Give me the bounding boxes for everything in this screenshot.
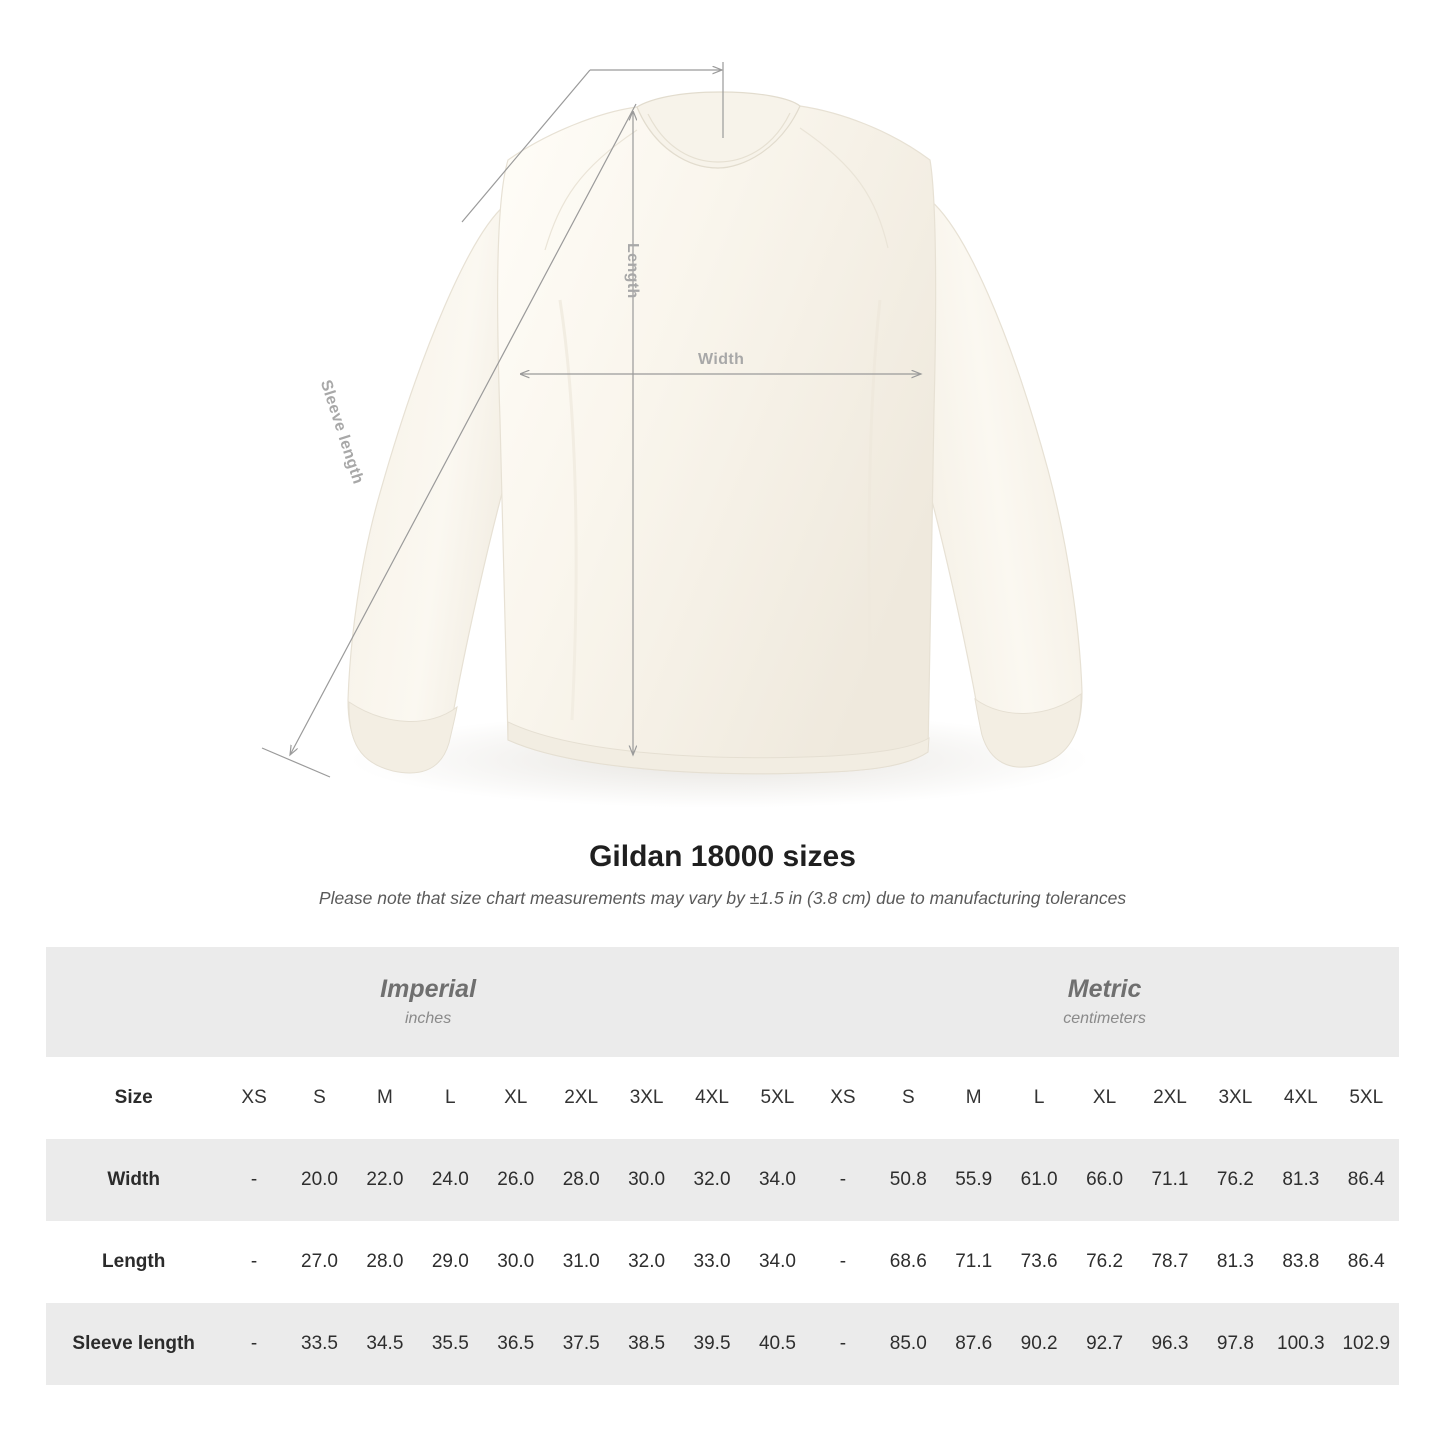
sleeve-imperial-2xl: 37.5 xyxy=(548,1303,613,1385)
header-metric-5xl: 5XL xyxy=(1334,1057,1399,1139)
metric-unit-header xyxy=(810,947,1399,1057)
length-imperial-4xl: 33.0 xyxy=(679,1221,744,1303)
header-imperial-5xl: 5XL xyxy=(745,1057,810,1139)
width-imperial-s: 20.0 xyxy=(287,1139,352,1221)
sleeve-metric-4xl: 100.3 xyxy=(1268,1303,1333,1385)
header-metric-4xl: 4XL xyxy=(1268,1057,1333,1139)
size-row-label: Size xyxy=(46,1057,221,1139)
tolerance-note: Please note that size chart measurements may vary by ±1.5 in (3.8 cm) due to manufacturing tolerances xyxy=(318,888,1127,908)
width-dimension-label: Width xyxy=(698,351,745,368)
header-imperial-m: M xyxy=(352,1057,417,1139)
header-imperial-s: S xyxy=(287,1057,352,1139)
length-imperial-xl: 30.0 xyxy=(483,1221,548,1303)
width-metric-5xl: 86.4 xyxy=(1334,1139,1399,1221)
title-block xyxy=(0,840,1445,909)
sleeve-imperial-l: 35.5 xyxy=(418,1303,483,1385)
width-metric-l: 61.0 xyxy=(1006,1139,1071,1221)
page-title: Gildan 18000 sizes xyxy=(589,840,856,873)
length-metric-4xl: 83.8 xyxy=(1268,1221,1333,1303)
length-metric-l: 73.6 xyxy=(1006,1221,1071,1303)
size-table-container xyxy=(46,947,1399,1385)
length-imperial-3xl: 32.0 xyxy=(614,1221,679,1303)
sleeve-metric-s: 85.0 xyxy=(876,1303,941,1385)
sleeve-metric-xl: 92.7 xyxy=(1072,1303,1137,1385)
length-metric-s: 68.6 xyxy=(876,1221,941,1303)
sleeve-metric-2xl: 96.3 xyxy=(1137,1303,1202,1385)
header-imperial-2xl: 2XL xyxy=(548,1057,613,1139)
table-row xyxy=(46,1139,1399,1221)
imperial-title: Imperial xyxy=(380,975,477,1004)
header-imperial-l: L xyxy=(418,1057,483,1139)
size-header-row xyxy=(46,1057,1399,1139)
width-metric-m: 55.9 xyxy=(941,1139,1006,1221)
unit-header-row xyxy=(46,947,1399,1057)
size-table xyxy=(46,947,1399,1385)
header-metric-l: L xyxy=(1006,1057,1071,1139)
sleeve-length-dimension-label: Sleeve length xyxy=(316,378,367,487)
header-imperial-xl: XL xyxy=(483,1057,548,1139)
width-metric-2xl: 71.1 xyxy=(1137,1139,1202,1221)
length-metric-5xl: 86.4 xyxy=(1334,1221,1399,1303)
header-imperial-3xl: 3XL xyxy=(614,1057,679,1139)
width-imperial-xl: 26.0 xyxy=(483,1139,548,1221)
length-metric-xs: - xyxy=(810,1221,875,1303)
sleeve-metric-l: 90.2 xyxy=(1006,1303,1071,1385)
width-imperial-xs: - xyxy=(221,1139,286,1221)
header-metric-3xl: 3XL xyxy=(1203,1057,1268,1139)
width-imperial-3xl: 30.0 xyxy=(614,1139,679,1221)
imperial-subtitle: inches xyxy=(404,1009,452,1027)
length-imperial-l: 29.0 xyxy=(418,1221,483,1303)
sleeve-imperial-m: 34.5 xyxy=(352,1303,417,1385)
width-imperial-4xl: 32.0 xyxy=(679,1139,744,1221)
header-imperial-xs: XS xyxy=(221,1057,286,1139)
sleeve-imperial-s: 33.5 xyxy=(287,1303,352,1385)
sleeve-imperial-xl: 36.5 xyxy=(483,1303,548,1385)
width-metric-3xl: 76.2 xyxy=(1203,1139,1268,1221)
length-metric-3xl: 81.3 xyxy=(1203,1221,1268,1303)
header-metric-2xl: 2XL xyxy=(1137,1057,1202,1139)
length-imperial-xs: - xyxy=(221,1221,286,1303)
length-metric-xl: 76.2 xyxy=(1072,1221,1137,1303)
header-metric-s: S xyxy=(876,1057,941,1139)
sleeve-imperial-5xl: 40.5 xyxy=(745,1303,810,1385)
table-row xyxy=(46,1221,1399,1303)
length-imperial-5xl: 34.0 xyxy=(745,1221,810,1303)
row-label-width: Width xyxy=(46,1139,221,1221)
row-label-length: Length xyxy=(46,1221,221,1303)
width-metric-s: 50.8 xyxy=(876,1139,941,1221)
length-metric-m: 71.1 xyxy=(941,1221,1006,1303)
length-imperial-m: 28.0 xyxy=(352,1221,417,1303)
width-imperial-m: 22.0 xyxy=(352,1139,417,1221)
header-metric-xs: XS xyxy=(810,1057,875,1139)
metric-title: Metric xyxy=(1067,975,1142,1004)
sleeve-metric-3xl: 97.8 xyxy=(1203,1303,1268,1385)
row-label-sleeve-length: Sleeve length xyxy=(46,1303,221,1385)
header-imperial-4xl: 4XL xyxy=(679,1057,744,1139)
width-imperial-5xl: 34.0 xyxy=(745,1139,810,1221)
width-imperial-l: 24.0 xyxy=(418,1139,483,1221)
width-metric-4xl: 81.3 xyxy=(1268,1139,1333,1221)
header-metric-m: M xyxy=(941,1057,1006,1139)
metric-subtitle: centimeters xyxy=(1063,1009,1146,1027)
length-imperial-2xl: 31.0 xyxy=(548,1221,613,1303)
width-metric-xl: 66.0 xyxy=(1072,1139,1137,1221)
header-metric-xl: XL xyxy=(1072,1057,1137,1139)
length-metric-2xl: 78.7 xyxy=(1137,1221,1202,1303)
width-imperial-2xl: 28.0 xyxy=(548,1139,613,1221)
sleeve-metric-5xl: 102.9 xyxy=(1334,1303,1399,1385)
sleeve-metric-m: 87.6 xyxy=(941,1303,1006,1385)
width-metric-xs: - xyxy=(810,1139,875,1221)
sleeve-imperial-xs: - xyxy=(221,1303,286,1385)
sleeve-metric-xs: - xyxy=(810,1303,875,1385)
sleeve-imperial-3xl: 38.5 xyxy=(614,1303,679,1385)
imperial-unit-header xyxy=(46,947,810,1057)
sleeve-imperial-4xl: 39.5 xyxy=(679,1303,744,1385)
length-dimension-label: Length xyxy=(624,243,641,299)
length-imperial-s: 27.0 xyxy=(287,1221,352,1303)
table-row xyxy=(46,1303,1399,1385)
